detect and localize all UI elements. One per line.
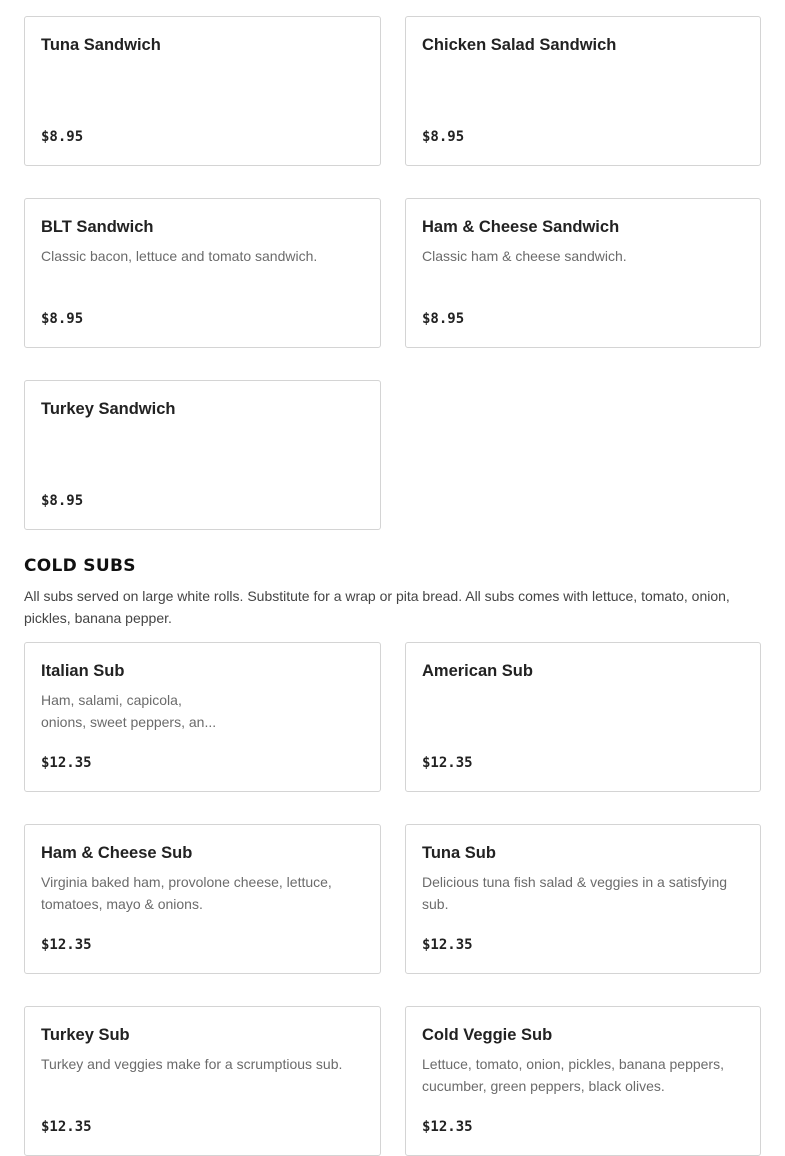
menu-item-card[interactable] xyxy=(405,824,761,974)
menu-item-name: American Sub xyxy=(422,662,533,680)
section-header xyxy=(24,556,761,629)
menu-item-card[interactable] xyxy=(24,198,381,348)
menu-item-name: Ham & Cheese Sandwich xyxy=(422,218,620,236)
menu-item-price: $12.35 xyxy=(41,937,92,953)
menu-item-name: Tuna Sub xyxy=(422,844,496,862)
menu-item-price: $8.95 xyxy=(41,129,84,145)
menu-item-name: Turkey Sub xyxy=(41,1026,130,1044)
menu-item-description: Virginia baked ham, provolone cheese, lettuce, tomatoes, mayo & onions. xyxy=(41,874,332,912)
menu-item-card[interactable] xyxy=(24,380,381,530)
cold-subs-grid xyxy=(24,642,761,1156)
menu-item-description: Classic ham & cheese sandwich. xyxy=(422,248,627,264)
menu-item-card[interactable] xyxy=(24,824,381,974)
menu-item-price: $8.95 xyxy=(422,311,465,327)
menu-item-card[interactable] xyxy=(405,1006,761,1156)
menu-item-name: Cold Veggie Sub xyxy=(422,1026,553,1044)
menu-item-price: $12.35 xyxy=(422,1119,473,1135)
menu-item-name: Tuna Sandwich xyxy=(41,36,161,54)
menu-item-name: Chicken Salad Sandwich xyxy=(422,36,617,54)
menu-item-name: Italian Sub xyxy=(41,662,125,680)
menu-item-description: Classic bacon, lettuce and tomato sandwich. xyxy=(41,248,318,264)
menu-item-description: Lettuce, tomato, onion, pickles, banana peppers, cucumber, green peppers, black olives. xyxy=(422,1056,724,1094)
section-title: COLD SUBS xyxy=(24,556,136,576)
menu-item-price: $12.35 xyxy=(41,1119,92,1135)
section-description: All subs served on large white rolls. Substitute for a wrap or pita bread. All subs comes with lettuce, tomato, onion, pickles, banana pepper. xyxy=(24,588,730,626)
menu-item-description: Turkey and veggies make for a scrumptious sub. xyxy=(41,1056,343,1072)
menu-item-card[interactable] xyxy=(405,16,761,166)
menu-item-name: Ham & Cheese Sub xyxy=(41,844,193,862)
menu-item-card[interactable] xyxy=(24,642,381,792)
menu-item-description: Delicious tuna fish salad & veggies in a satisfying sub. xyxy=(422,874,728,912)
menu-item-price: $12.35 xyxy=(422,755,473,771)
menu-item-price: $8.95 xyxy=(422,129,465,145)
menu-item-price: $12.35 xyxy=(41,755,92,771)
menu-item-price: $8.95 xyxy=(41,311,84,327)
menu-item-card[interactable] xyxy=(24,1006,381,1156)
menu-item-description: Ham, salami, capicola, onions, sweet peppers, an... xyxy=(41,692,217,730)
menu-item-card[interactable] xyxy=(405,642,761,792)
menu-item-name: Turkey Sandwich xyxy=(41,400,176,418)
menu-item-name: BLT Sandwich xyxy=(41,218,154,236)
menu-item-card[interactable] xyxy=(405,198,761,348)
menu-item-card[interactable] xyxy=(24,16,381,166)
sandwiches-grid xyxy=(24,16,761,530)
menu-item-price: $12.35 xyxy=(422,937,473,953)
menu-item-price: $8.95 xyxy=(41,493,84,509)
